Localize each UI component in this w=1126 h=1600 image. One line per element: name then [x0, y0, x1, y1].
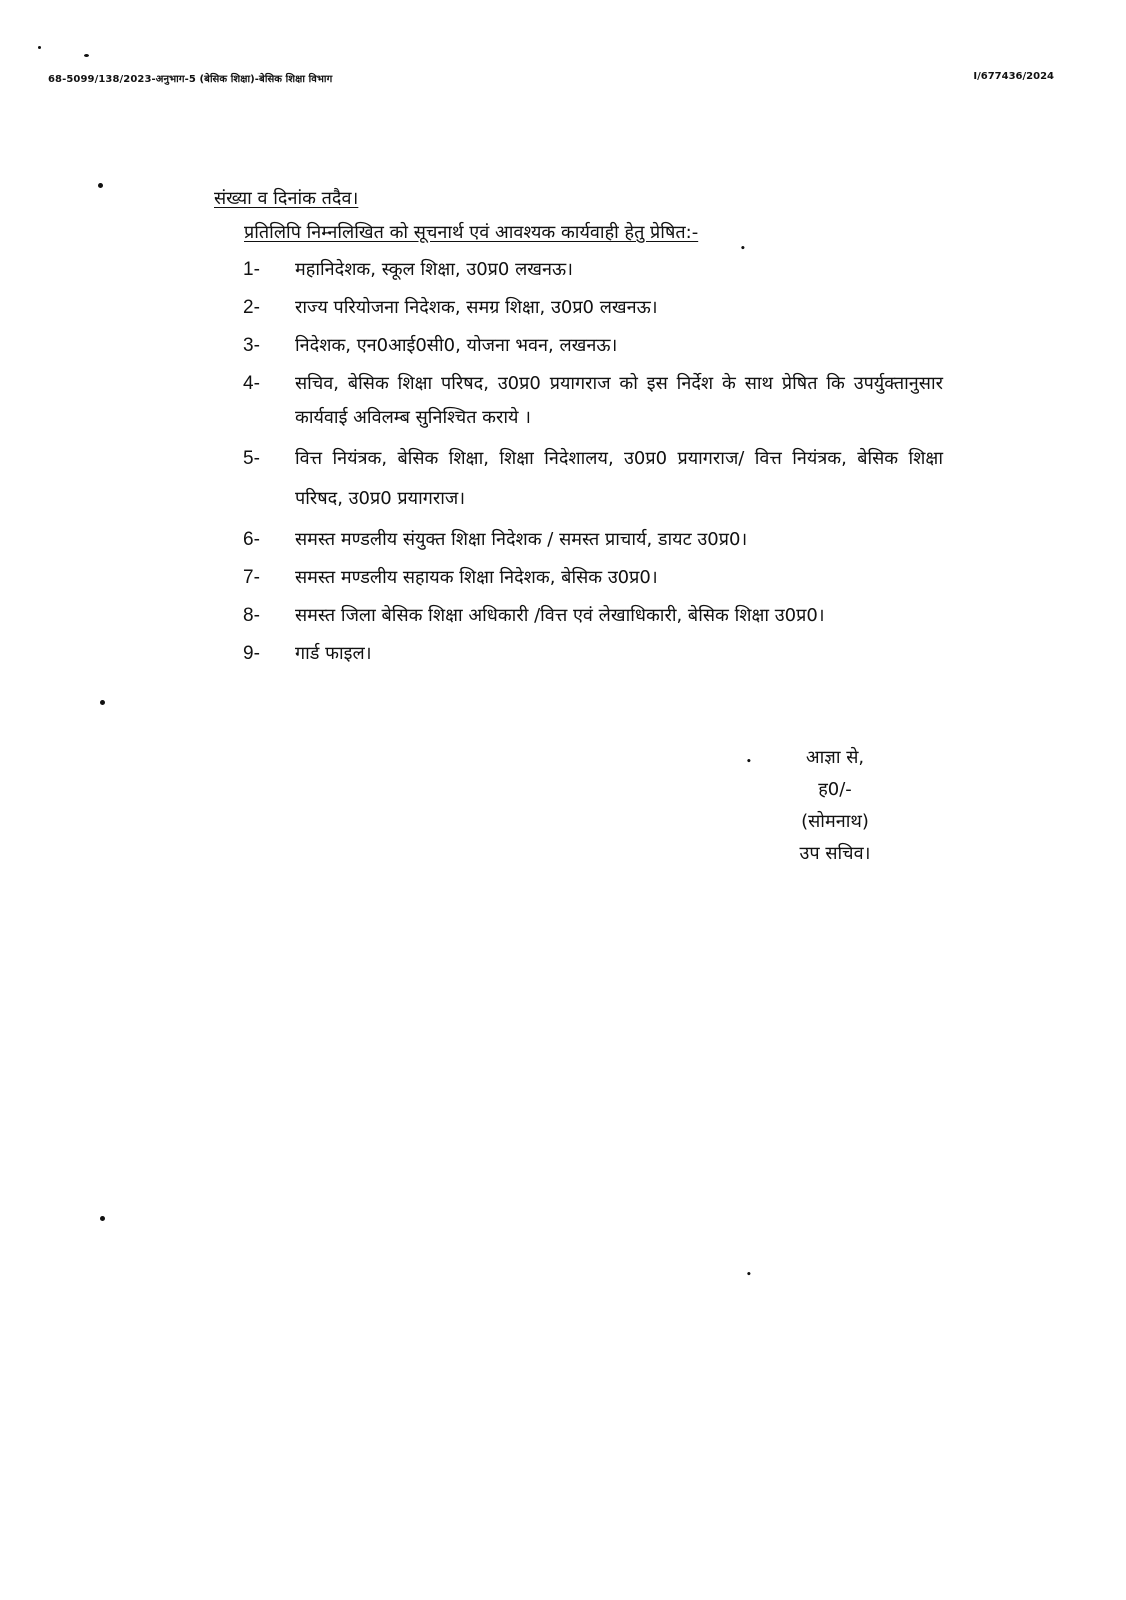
scan-mark: •: [746, 1270, 752, 1280]
list-item: [243, 637, 943, 671]
signatory-name: (सोमनाथ): [801, 811, 869, 832]
order-line: आज्ञा से,: [805, 747, 865, 768]
item-number: 5-: [243, 448, 260, 469]
scan-speck: [84, 54, 89, 57]
list-item: [243, 329, 943, 363]
signature-block: [780, 742, 890, 870]
list-item: [243, 291, 943, 325]
list-item: [243, 523, 943, 557]
item-text: महानिदेशक, स्कूल शिक्षा, उ0प्र0 लखनऊ।: [295, 259, 573, 280]
item-number: 9-: [243, 643, 260, 664]
document-number: I/677436/2024: [973, 71, 1054, 82]
scan-speck: [38, 46, 41, 49]
list-item: [243, 599, 943, 633]
item-text: राज्य परियोजना निदेशक, समग्र शिक्षा, उ0प्र0 लखनऊ।: [295, 297, 658, 318]
item-number: 4-: [243, 373, 260, 394]
item-number: 6-: [243, 529, 260, 550]
list-item: [243, 439, 943, 519]
item-text: वित्त नियंत्रक, बेसिक शिक्षा, शिक्षा निदेशालय, उ0प्र0 प्रयागराज/ वित्त नियंत्रक, बेसिक शिक्षा परिषद, उ0प्र0 प्रयागराज।: [295, 448, 943, 509]
item-number: 1-: [243, 259, 260, 280]
item-text: गार्ड फाइल।: [295, 643, 372, 664]
scan-mark: •: [746, 757, 752, 767]
scan-mark: •: [740, 244, 746, 254]
item-text: सचिव, बेसिक शिक्षा परिषद, उ0प्र0 प्रयागराज को इस निर्देश के साथ प्रेषित कि उपर्युक्तानुसार कार्यवाई अविलम्ब सुनिश्चित कराये ।: [295, 373, 943, 428]
item-text: समस्त मण्डलीय संयुक्त शिक्षा निदेशक / समस्त प्राचार्य, डायट उ0प्र0।: [295, 529, 748, 550]
item-text: निदेशक, एन0आई0सी0, योजना भवन, लखनऊ।: [295, 335, 618, 356]
item-text: समस्त जिला बेसिक शिक्षा अधिकारी /वित्त एवं लेखाधिकारी, बेसिक शिक्षा उ0प्र0।: [295, 605, 825, 626]
item-number: 3-: [243, 335, 260, 356]
copy-heading: प्रतिलिपि निम्नलिखित को सूचनार्थ एवं आवश्यक कार्यवाही हेतु प्रेषित:-: [244, 222, 699, 243]
item-number: 2-: [243, 297, 260, 318]
item-number: 8-: [243, 605, 260, 626]
hole-punch-mark: [100, 700, 105, 705]
recipient-list: [243, 253, 943, 671]
item-text: समस्त मण्डलीय सहायक शिक्षा निदेशक, बेसिक उ0प्र0।: [295, 567, 658, 588]
hole-punch-mark: [100, 1216, 105, 1221]
list-item: [243, 561, 943, 595]
signed-line: ह0/-: [818, 779, 852, 800]
reference-line: संख्या व दिनांक तदैव।: [214, 188, 359, 209]
hole-punch-mark: [98, 183, 103, 188]
list-item: [243, 367, 943, 435]
file-reference: 68-5099/138/2023-अनुभाग-5 (बेसिक शिक्षा)-बेसिक शिक्षा विभाग: [48, 74, 333, 85]
item-number: 7-: [243, 567, 260, 588]
list-item: [243, 253, 943, 287]
designation: उप सचिव।: [799, 843, 871, 864]
